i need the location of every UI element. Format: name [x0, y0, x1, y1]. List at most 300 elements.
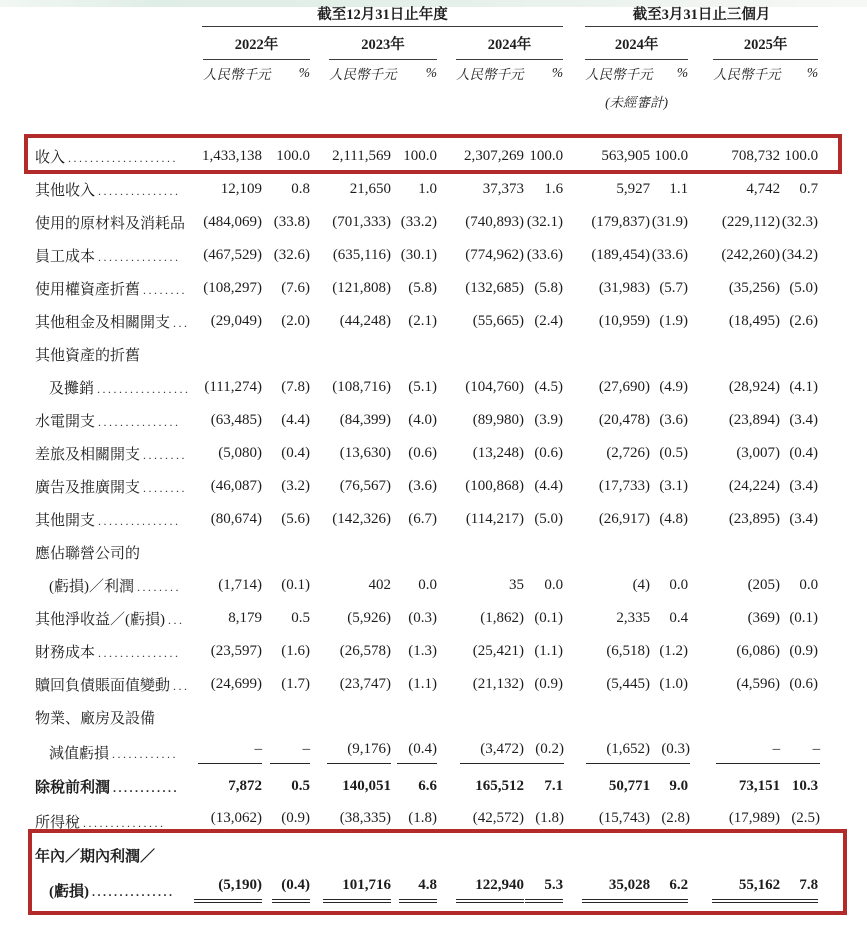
quarter-period-cell [563, 0, 818, 27]
table-row [30, 569, 818, 602]
percent-cell: 1.0 [418, 181, 437, 197]
amount-cell: (23,597) [210, 643, 262, 659]
percent-cell: (1.1) [534, 643, 564, 659]
amount-cell: (467,529) [203, 247, 262, 263]
percent-cell: 100.0 [403, 148, 437, 164]
row-label: 應佔聯營公司的 [35, 546, 141, 562]
row-label: 其他資產的折舊 [35, 348, 141, 364]
percent-cell: 9.0 [669, 778, 689, 794]
amount-cell [150, 338, 262, 371]
row-label: 其他淨收益／(虧損) [35, 612, 165, 628]
amount-cell: (13,630) [339, 445, 391, 461]
table-row [30, 239, 818, 272]
dot-leader: ............ [113, 781, 180, 795]
percent-cell: (4.4) [281, 412, 310, 428]
amount-cell: 2,335 [616, 610, 651, 626]
dot-leader: ............... [98, 415, 181, 429]
amount-cell [688, 536, 780, 569]
dot-leader: ........ [137, 580, 181, 594]
amount-cell: (31,983) [598, 280, 651, 296]
amount-cell: (89,980) [472, 412, 524, 428]
dot-leader: ............... [98, 250, 181, 264]
cell-value: (15,743) [586, 810, 650, 833]
amount-cell: (26,578) [339, 643, 391, 659]
amount-cell: (84,399) [339, 412, 391, 428]
percent-cell: 0.8 [291, 181, 310, 197]
amount-cell: 5,927 [616, 181, 651, 197]
percent-cell [262, 701, 310, 734]
year-cell-2024 [437, 27, 563, 60]
spacer-cell [150, 86, 310, 116]
percent-cell [650, 734, 691, 770]
period-header-row [30, 0, 818, 27]
amount-cell [310, 734, 391, 770]
percent-cell: 1.6 [544, 181, 564, 197]
amount-cell: (114,217) [465, 511, 524, 527]
dot-leader: ... [173, 679, 190, 693]
percent-cell: (33.2) [400, 214, 437, 230]
percent-cell: (0.1) [534, 610, 564, 626]
percent-cell: (2.4) [534, 313, 564, 329]
cell-value: (0.4) [272, 877, 310, 903]
row-label: 贖回負債賬面值變動 [35, 678, 171, 694]
year-cell-2022 [150, 27, 310, 60]
percent-cell [780, 734, 821, 770]
cell-value: 55,162 [712, 877, 780, 903]
percent-cell: (6.7) [408, 511, 437, 527]
percent-cell: (33.6) [651, 247, 689, 263]
percent-header: % [298, 65, 310, 80]
spacer-cell [30, 86, 150, 116]
amount-cell: 8,179 [228, 610, 262, 626]
unit-label: 人民幣千元 [203, 67, 271, 82]
amount-cell: 165,512 [475, 778, 524, 794]
percent-cell: (0.3) [408, 610, 437, 626]
spacer-cell [30, 27, 150, 60]
spacer-cell [310, 86, 437, 116]
percent-cell: (3.6) [408, 478, 437, 494]
percent-cell: (0.4) [789, 445, 819, 461]
amount-cell [310, 536, 391, 569]
unit-cell [437, 60, 563, 86]
annual-period-cell [150, 0, 563, 27]
dot-leader: ........ [143, 448, 188, 462]
unit-cell [688, 60, 818, 86]
percent-cell [262, 338, 310, 371]
table-row [30, 734, 818, 770]
percent-cell: (4.0) [408, 412, 437, 428]
percent-cell: (0.6) [408, 445, 437, 461]
spacer-cell [30, 60, 150, 86]
row-label: 除稅前利潤 [35, 780, 111, 796]
percent-cell [780, 536, 818, 569]
percent-cell: 10.3 [791, 778, 819, 794]
percent-cell: (3.4) [789, 511, 819, 527]
amount-cell: (20,478) [598, 412, 651, 428]
cell-value: 101,716 [323, 877, 391, 903]
cell-value: (1.8) [524, 810, 564, 833]
percent-cell [391, 734, 437, 770]
row-label-cell [30, 668, 190, 701]
percent-cell [524, 338, 563, 371]
amount-cell: (5,080) [218, 445, 262, 461]
amount-cell: (24,224) [728, 478, 781, 494]
percent-cell [524, 536, 563, 569]
unit-label: 人民幣千元 [713, 67, 781, 82]
year-cell-2025q [688, 27, 818, 60]
dot-leader: ............... [98, 514, 181, 528]
row-label: 差旅及相關開支 [35, 447, 141, 463]
percent-cell: (4.5) [534, 379, 564, 395]
spacer-cell [688, 86, 818, 116]
row-label: 廣告及推廣開支 [35, 480, 141, 496]
quarter-period-title: 截至3月31日止三個月 [632, 6, 771, 23]
table-row [30, 470, 818, 503]
cell-value: (2.5) [780, 810, 820, 833]
amount-cell: 1,433,138 [202, 148, 262, 164]
amount-cell [563, 338, 650, 371]
percent-cell: 1.1 [669, 181, 689, 197]
amount-cell: 140,051 [342, 778, 391, 794]
cell-value: (0.4) [397, 741, 437, 764]
cell-value: 6.2 [650, 877, 688, 903]
percent-cell: (7.6) [281, 280, 310, 296]
amount-cell: (17,733) [598, 478, 651, 494]
amount-cell: 2,111,569 [332, 148, 391, 164]
amount-cell: 4,742 [746, 181, 781, 197]
amount-cell: 73,151 [738, 778, 781, 794]
dot-leader: ............ [112, 746, 179, 761]
amount-cell: 21,650 [349, 181, 391, 197]
amount-cell: (23,894) [728, 412, 781, 428]
percent-cell: (5.1) [408, 379, 437, 395]
amount-cell: (100,868) [465, 478, 524, 494]
amount-cell: (242,260) [721, 247, 781, 263]
table-row [30, 173, 818, 206]
row-label-cell [30, 173, 181, 206]
amount-cell [437, 701, 524, 734]
percent-cell: (3.1) [659, 478, 689, 494]
percent-cell: (4.4) [534, 478, 564, 494]
row-label-cell [30, 701, 156, 734]
row-label: 使用的原材料及消耗品 [35, 216, 186, 232]
amount-cell: (29,049) [210, 313, 262, 329]
percent-cell: (3.4) [789, 412, 819, 428]
amount-cell: (484,069) [203, 214, 262, 230]
row-label: 物業、廠房及設備 [35, 711, 156, 727]
table-row [30, 770, 818, 803]
percent-cell: (5.0) [789, 280, 819, 296]
percent-cell: (0.1) [789, 610, 819, 626]
unaudited-cell [563, 86, 688, 116]
cell-value: (42,572) [460, 810, 524, 833]
amount-cell: (179,837) [591, 214, 651, 230]
percent-cell: (5.0) [534, 511, 564, 527]
dot-leader: .................... [68, 151, 179, 165]
percent-cell: (3.4) [789, 478, 819, 494]
revenue-highlight-box [24, 134, 842, 174]
percent-cell [391, 338, 437, 371]
amount-cell: (1,714) [218, 577, 262, 593]
row-label: (虧損)／利潤 [49, 579, 134, 595]
percent-cell [780, 701, 818, 734]
amount-cell: (26,917) [598, 511, 651, 527]
amount-cell [310, 701, 391, 734]
percent-header: % [676, 65, 689, 80]
percent-cell: (1.2) [659, 643, 689, 659]
amount-cell: (18,495) [728, 313, 781, 329]
percent-cell [262, 536, 310, 569]
row-label: 其他開支 [35, 513, 96, 529]
amount-cell: 50,771 [608, 778, 651, 794]
amount-cell: (229,112) [721, 214, 781, 230]
cell-value: (38,335) [327, 810, 391, 833]
cell-value: 7.8 [780, 877, 818, 903]
unit-cell [310, 60, 437, 86]
percent-cell: (1.9) [659, 313, 689, 329]
amount-cell: (1,862) [480, 610, 524, 626]
row-label-cell [30, 371, 191, 404]
amount-cell: (44,248) [339, 313, 391, 329]
amount-cell: (63,485) [210, 412, 262, 428]
percent-cell: (31.9) [651, 214, 689, 230]
row-label-cell [30, 470, 188, 503]
amount-cell: (5,445) [606, 676, 651, 692]
amount-cell: (108,716) [332, 379, 391, 395]
percent-cell: (5.8) [534, 280, 564, 296]
row-label: 使用權資產折舊 [35, 282, 141, 298]
cell-value: – [716, 741, 780, 764]
year-label: 2023年 [329, 27, 437, 60]
percent-cell: (4.1) [789, 379, 819, 395]
amount-cell [437, 734, 524, 770]
percent-cell: (1.6) [281, 643, 310, 659]
percent-cell: (32.6) [273, 247, 310, 263]
amount-cell [150, 701, 262, 734]
cell-value: (17,989) [716, 810, 780, 833]
cell-value: (1,652) [586, 741, 650, 764]
amount-cell: (121,808) [332, 280, 391, 296]
row-label: 年內／期內利潤／ [35, 849, 156, 865]
amount-cell: (6,086) [736, 643, 781, 659]
cell-value: 122,940 [456, 877, 524, 903]
amount-cell [437, 536, 524, 569]
table-row [30, 701, 818, 734]
amount-cell [150, 536, 262, 569]
amount-cell: (369) [747, 610, 781, 626]
amount-cell: 2,307,269 [464, 148, 524, 164]
row-label: 財務成本 [35, 645, 96, 661]
amount-cell: (4) [632, 577, 651, 593]
amount-cell: (3,007) [736, 445, 781, 461]
table-row [30, 371, 818, 404]
percent-cell: (0.5) [659, 445, 689, 461]
percent-cell: (7.8) [281, 379, 310, 395]
percent-header: % [551, 65, 564, 80]
cell-value: 35,028 [582, 877, 650, 903]
row-label-cell [30, 272, 188, 305]
amount-cell: 35 [509, 577, 524, 593]
cell-value: (0.3) [650, 741, 690, 764]
amount-cell [310, 338, 391, 371]
percent-cell: 0.5 [291, 610, 310, 626]
amount-cell: (142,326) [332, 511, 391, 527]
row-label: 水電開支 [35, 414, 96, 430]
percent-cell: 0.0 [544, 577, 564, 593]
dot-leader: ... [173, 316, 190, 330]
percent-cell: (0.9) [534, 676, 564, 692]
percent-cell [262, 734, 310, 770]
unit-cell [150, 60, 310, 86]
percent-cell: (0.1) [281, 577, 310, 593]
cell-value: (3,472) [460, 741, 524, 764]
percent-cell: (33.6) [526, 247, 564, 263]
unaudited-row [30, 86, 818, 116]
percent-cell: (5.7) [659, 280, 689, 296]
percent-cell: (5.6) [281, 511, 310, 527]
amount-cell: (23,895) [728, 511, 781, 527]
dot-leader: ............... [98, 646, 181, 660]
year-header-row [30, 27, 818, 60]
amount-cell: (774,962) [465, 247, 524, 263]
percent-cell: 100.0 [654, 148, 689, 164]
spacer-cell [30, 0, 150, 27]
percent-cell: 0.0 [669, 577, 689, 593]
table-row [30, 305, 818, 338]
percent-cell: 0.0 [799, 577, 819, 593]
table-row [30, 338, 818, 371]
table-row [30, 404, 818, 437]
table-row [30, 635, 818, 668]
percent-cell: 0.7 [799, 181, 819, 197]
row-label: (虧損) [49, 883, 89, 900]
percent-cell: (2.1) [408, 313, 437, 329]
amount-cell: (740,893) [465, 214, 524, 230]
row-label: 所得稅 [35, 814, 81, 831]
spacer-cell [437, 86, 563, 116]
amount-cell: (5,926) [347, 610, 391, 626]
amount-cell: (701,333) [332, 214, 391, 230]
amount-cell: (27,690) [598, 379, 651, 395]
amount-cell [688, 701, 780, 734]
table-row [30, 668, 818, 701]
unaudited-note: (未經審計) [605, 95, 669, 110]
table-row [30, 272, 818, 305]
amount-cell: (635,116) [332, 247, 391, 263]
amount-cell: (46,087) [210, 478, 262, 494]
table-body [30, 140, 821, 920]
percent-cell: 100.0 [276, 148, 310, 164]
cell-value: (0.9) [270, 810, 310, 833]
amount-cell: 7,872 [228, 778, 262, 794]
percent-cell: 100.0 [784, 148, 819, 164]
row-label-cell [30, 635, 181, 668]
amount-cell: 37,373 [482, 181, 524, 197]
percent-cell: (3.2) [281, 478, 310, 494]
percent-cell: (32.3) [781, 214, 819, 230]
table-row [30, 503, 818, 536]
amount-cell: 402 [368, 577, 391, 593]
cell-value: (2.8) [650, 810, 690, 833]
percent-cell: 6.6 [418, 778, 437, 794]
dot-leader: ........ [143, 283, 188, 297]
row-label: 其他租金及相關開支 [35, 315, 171, 331]
percent-cell: (4.8) [659, 511, 689, 527]
dot-leader: ............... [83, 815, 166, 830]
amount-cell: (132,685) [465, 280, 524, 296]
row-label-cell [30, 734, 179, 770]
dot-leader: ................. [97, 382, 191, 396]
cell-value: (0.2) [524, 741, 564, 764]
amount-cell: (55,665) [472, 313, 524, 329]
percent-cell [524, 701, 563, 734]
percent-header: % [806, 65, 819, 80]
percent-cell: (0.4) [281, 445, 310, 461]
row-label-cell [30, 770, 180, 803]
table-row [30, 437, 818, 470]
unit-cell [563, 60, 688, 86]
row-label: 員工成本 [35, 249, 96, 265]
percent-cell: (30.1) [400, 247, 437, 263]
cell-value: (5,190) [194, 877, 262, 903]
percent-cell: (2.6) [789, 313, 819, 329]
amount-cell: 12,109 [220, 181, 262, 197]
amount-cell: (24,699) [210, 676, 262, 692]
dot-leader: ... [168, 613, 185, 627]
row-label-cell [30, 305, 190, 338]
amount-cell: (23,747) [339, 676, 391, 692]
amount-cell: (25,421) [472, 643, 524, 659]
profit-highlight-box [28, 829, 847, 915]
row-label: 及攤銷 [49, 381, 95, 397]
year-label: 2022年 [203, 27, 310, 60]
percent-cell: 0.5 [291, 778, 310, 794]
row-label-cell [30, 569, 181, 602]
cell-value: (13,062) [198, 810, 262, 833]
annual-period-rule [202, 0, 563, 27]
table-row [30, 536, 818, 569]
amount-cell [688, 734, 780, 770]
amount-cell: (4,596) [736, 676, 781, 692]
amount-cell [437, 338, 524, 371]
percent-cell: (5.8) [408, 280, 437, 296]
percent-cell: (0.9) [789, 643, 819, 659]
row-label: 減值虧損 [49, 745, 110, 762]
amount-cell: (10,959) [598, 313, 651, 329]
percent-cell: (2.0) [281, 313, 310, 329]
cell-value: – [270, 741, 310, 764]
row-label-cell [30, 338, 150, 371]
amount-cell: (21,132) [472, 676, 524, 692]
amount-cell: (2,726) [606, 445, 651, 461]
percent-cell: 0.0 [418, 577, 437, 593]
unit-header-row [30, 60, 818, 86]
row-label: 收入 [35, 150, 66, 166]
percent-cell: 100.0 [529, 148, 564, 164]
percent-cell [524, 734, 563, 770]
amount-cell: (76,567) [339, 478, 391, 494]
cell-value: – [198, 741, 262, 764]
dot-leader: ............... [98, 184, 181, 198]
amount-cell: (205) [747, 577, 781, 593]
percent-cell: (32.1) [526, 214, 564, 230]
percent-cell: (1.7) [281, 676, 310, 692]
percent-cell: (33.8) [273, 214, 310, 230]
cell-value: (1.8) [397, 810, 437, 833]
amount-cell [563, 701, 650, 734]
percent-cell: (1.1) [408, 676, 437, 692]
percent-cell [780, 338, 818, 371]
